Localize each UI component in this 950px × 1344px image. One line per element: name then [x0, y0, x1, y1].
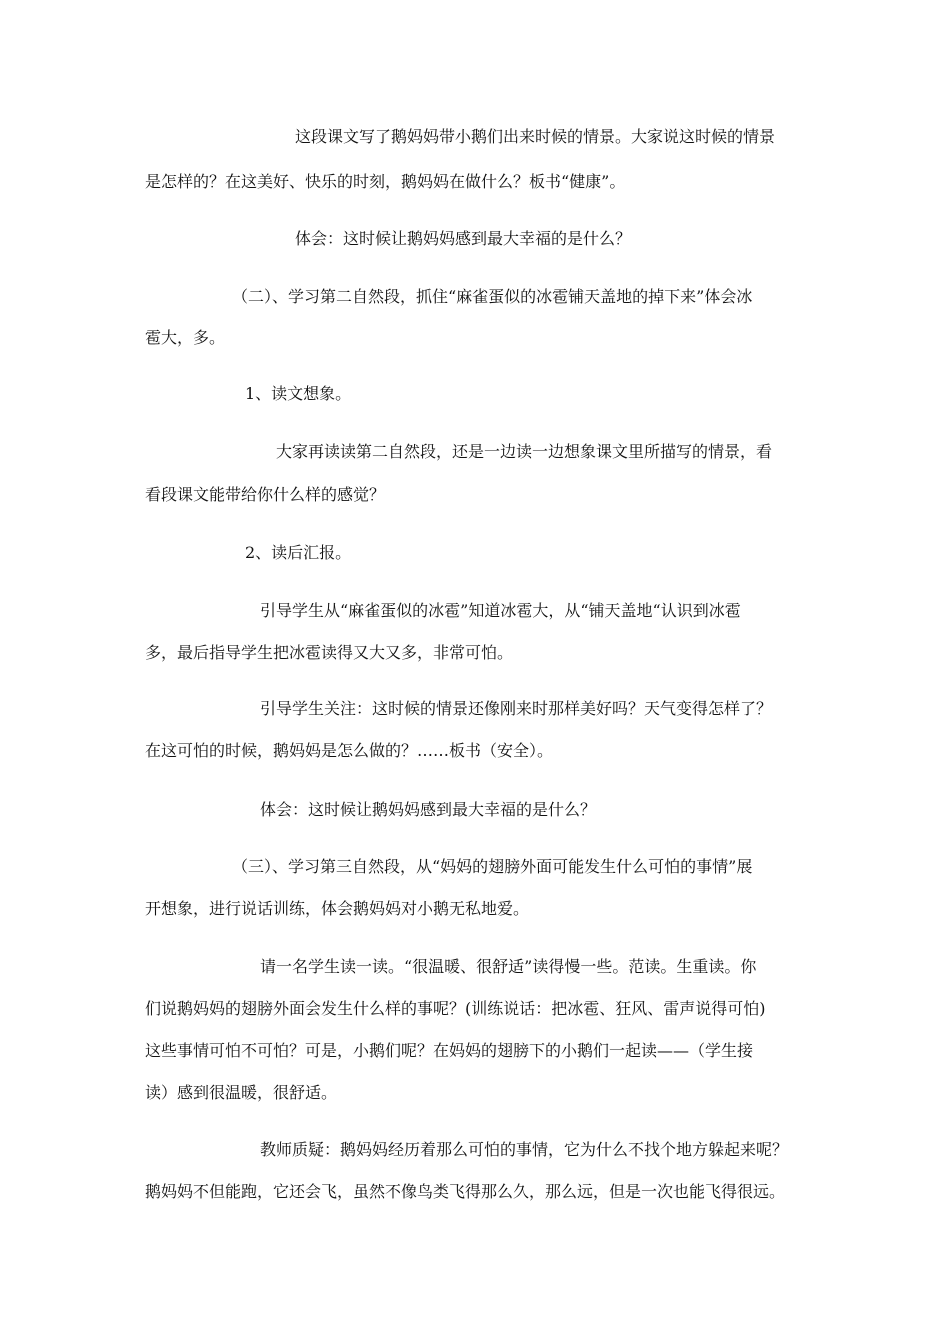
text-line: 体会：这时候让鹅妈妈感到最大幸福的是什么？: [295, 229, 632, 248]
text-line: 开想象，进行说话训练，体会鹅妈妈对小鹅无私地爱。: [145, 899, 530, 918]
text-line: 大家再读读第二自然段，还是一边读一边想象课文里所描写的情景，看: [276, 442, 773, 461]
text-line: 这段课文写了鹅妈妈带小鹅们出来时候的情景。大家说这时候的情景: [295, 127, 776, 146]
text-line: （二）、学习第二自然段，抓住“麻雀蛋似的冰雹铺天盖地的掉下来”体会冰: [232, 287, 753, 306]
text-line: 是怎样的？在这美好、快乐的时刻，鹅妈妈在做什么？板书“健康”。: [145, 172, 626, 191]
text-line: 看段课文能带给你什么样的感觉？: [145, 485, 386, 504]
text-line: （三）、学习第三自然段，从“妈妈的翅膀外面可能发生什么可怕的事情”展: [232, 857, 753, 876]
text-line: 们说鹅妈妈的翅膀外面会发生什么样的事呢？(训练说话：把冰雹、狂风、雷声说得可怕): [145, 999, 766, 1018]
text-line: 请一名学生读一读。“很温暖、很舒适”读得慢一些。范读。生重读。你: [260, 957, 757, 976]
text-line: 鹅妈妈不但能跑，它还会飞，虽然不像鸟类飞得那么久，那么远，但是一次也能飞得很远。: [145, 1182, 786, 1201]
text-line: 引导学生关注：这时候的情景还像刚来时那样美好吗？天气变得怎样了？: [260, 699, 773, 718]
text-line: 2、读后汇报。: [245, 543, 352, 562]
text-line: 雹大，多。: [145, 328, 226, 347]
text-line: 引导学生从“麻雀蛋似的冰雹”知道冰雹大，从“铺天盖地“认识到冰雹: [260, 601, 741, 620]
text-line: 读）感到很温暖，很舒适。: [145, 1083, 338, 1102]
text-line: 1、读文想象。: [245, 384, 352, 403]
text-line: 多，最后指导学生把冰雹读得又大又多，非常可怕。: [145, 643, 514, 662]
text-line: 教师质疑：鹅妈妈经历着那么可怕的事情，它为什么不找个地方躲起来呢？: [260, 1140, 789, 1159]
text-line: 这些事情可怕不可怕？可是，小鹅们呢？在妈妈的翅膀下的小鹅们一起读——（学生接: [145, 1041, 754, 1060]
text-line: 体会：这时候让鹅妈妈感到最大幸福的是什么？: [260, 800, 597, 819]
text-line: 在这可怕的时候，鹅妈妈是怎么做的？……板书（安全）。: [145, 741, 554, 760]
